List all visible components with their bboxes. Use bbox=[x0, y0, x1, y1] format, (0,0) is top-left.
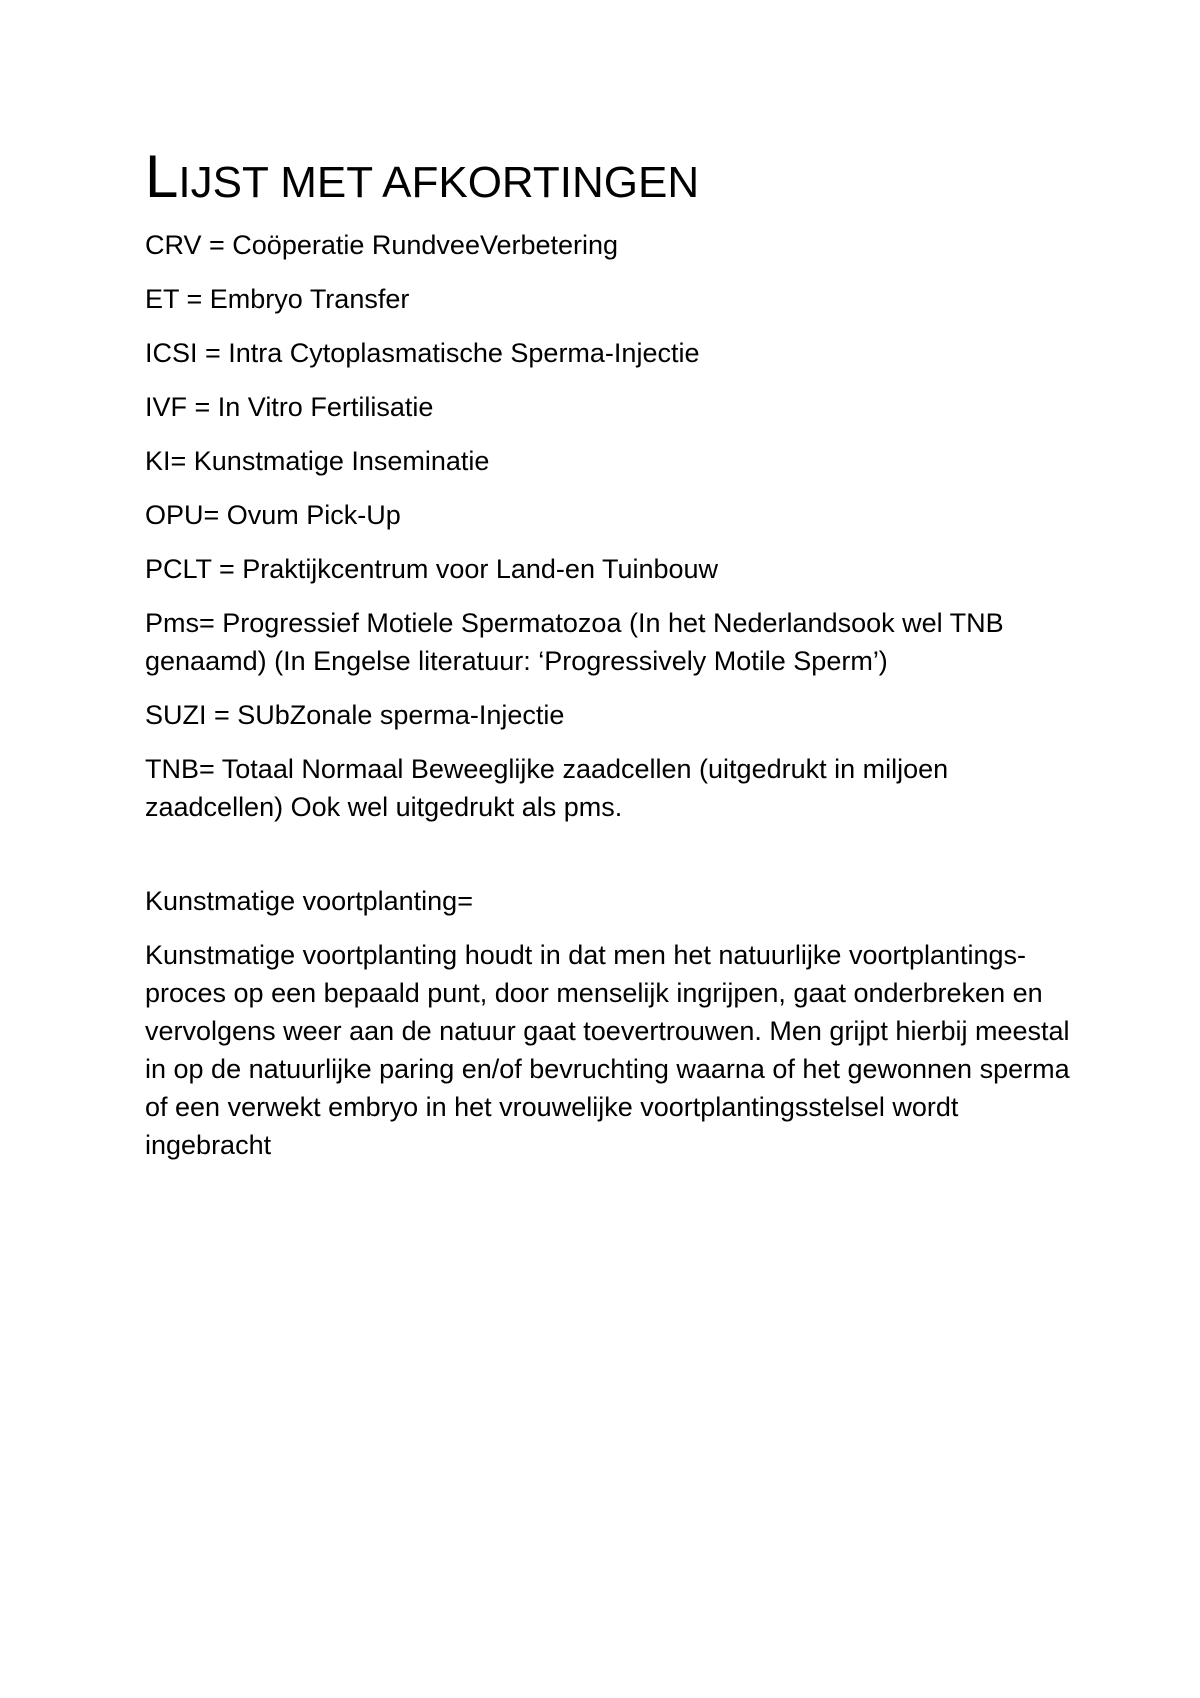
document-page bbox=[145, 143, 1075, 1164]
abbreviation-list bbox=[145, 226, 1075, 826]
title-first-letter: L bbox=[145, 143, 179, 210]
abbreviation-opu: OPU= Ovum Pick-Up bbox=[145, 500, 401, 530]
abbreviation-pms: Pms= Progressief Motiele Spermatozoa (In het Nederlandsook wel TNB genaamd) (In Engelse literatuur: ‘Progressively Motile Sperm’) bbox=[145, 608, 1004, 676]
abbreviation-ki: KI= Kunstmatige Inseminatie bbox=[145, 446, 490, 476]
title-rest: IJST MET AFKORTINGEN bbox=[178, 158, 700, 207]
abbreviation-tnb: TNB= Totaal Normaal Beweeglijke zaadcellen (uitgedrukt in miljoen zaadcellen) Ook wel uitgedrukt als pms. bbox=[145, 754, 949, 822]
section-heading: Kunstmatige voortplanting= bbox=[145, 886, 473, 916]
section-body: Kunstmatige voortplanting houdt in dat men het natuurlijke voortplantings-proces op een bepaald punt, door menselijk ingrijpen, gaat onderbreken en vervolgens weer aan de natuur gaat toevertrouwen. Men grijpt hierbij meestal in op de natuurlijke paring en/of bevruchting waarna of het gewonnen sperma of een verwekt embryo in het vrouwelijke voortplantingsstelsel wordt ingebracht bbox=[145, 940, 1070, 1160]
page-title bbox=[145, 143, 1075, 212]
abbreviation-icsi: ICSI = Intra Cytoplasmatische Sperma-Injectie bbox=[145, 338, 700, 368]
abbreviation-crv: CRV = Coöperatie RundveeVerbetering bbox=[145, 230, 619, 260]
abbreviation-ivf: IVF = In Vitro Fertilisatie bbox=[145, 392, 434, 422]
abbreviation-pclt: PCLT = Praktijkcentrum voor Land-en Tuinbouw bbox=[145, 554, 719, 584]
abbreviation-et: ET = Embryo Transfer bbox=[145, 284, 410, 314]
abbreviation-suzi: SUZI = SUbZonale sperma-Injectie bbox=[145, 700, 565, 730]
